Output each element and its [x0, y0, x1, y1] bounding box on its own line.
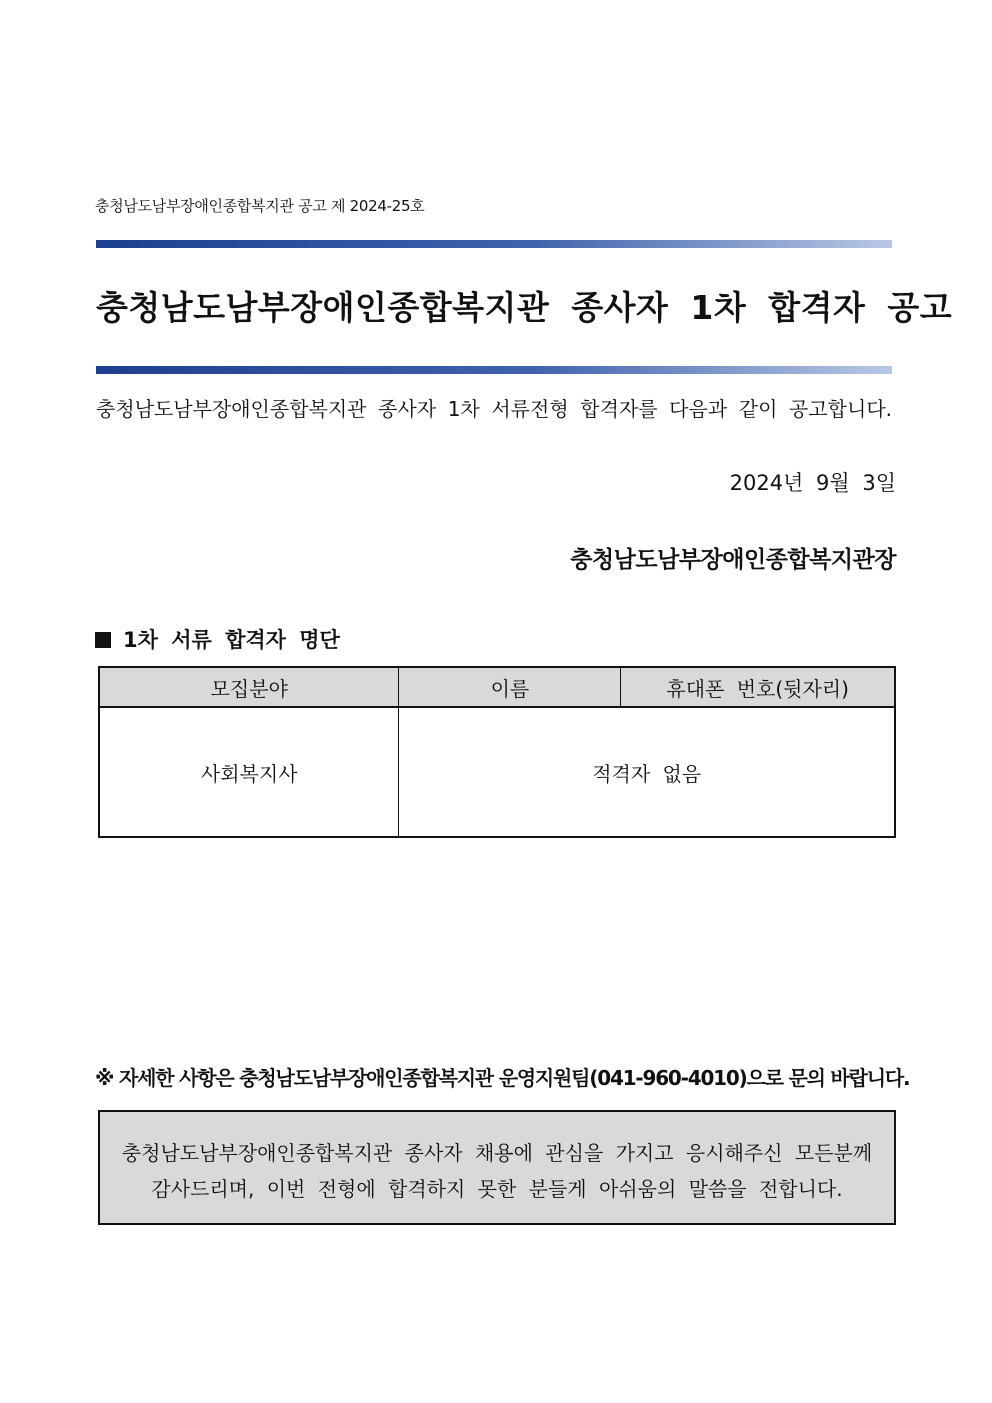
cell-field: 사회복지사	[99, 707, 399, 837]
title-top-rule	[96, 240, 892, 248]
result-table	[98, 666, 896, 838]
column-header-name: 이름	[399, 667, 621, 707]
column-header-phone: 휴대폰 번호(뒷자리)	[621, 667, 895, 707]
table-row	[99, 707, 895, 837]
notice-number: 충청남도남부장애인종합복지관 공고 제 2024-25호	[95, 197, 425, 215]
table-header-row	[99, 667, 895, 707]
issuer-name: 충청남도남부장애인종합복지관장	[570, 547, 896, 573]
column-header-field: 모집분야	[99, 667, 399, 707]
notice-date: 2024년 9월 3일	[729, 471, 896, 495]
square-bullet-icon	[95, 632, 111, 648]
section-heading-label: 1차 서류 합격자 명단	[123, 628, 340, 652]
thanks-line: 감사드리며, 이번 전형에 합격하지 못한 분들게 아쉬움의 말씀을 전합니다.	[151, 1177, 843, 1201]
page-title: 충청남도남부장애인종합복지관 종사자 1차 합격자 공고	[96, 288, 953, 327]
section-heading	[95, 624, 340, 654]
contact-note: ※ 자세한 사항은 충청남도남부장애인종합복지관 운영지원팀(041-960-4010)으로 문의 바랍니다.	[95, 1066, 910, 1090]
intro-text: 충청남도남부장애인종합복지관 종사자 1차 서류전형 합격자를 다음과 같이 공고합니다.	[96, 397, 892, 421]
title-bottom-rule	[96, 366, 892, 374]
thanks-line: 충청남도남부장애인종합복지관 종사자 채용에 관심을 가지고 응시해주신 모든분께	[121, 1141, 873, 1165]
thanks-box	[98, 1110, 896, 1225]
cell-result: 적격자 없음	[399, 707, 895, 837]
